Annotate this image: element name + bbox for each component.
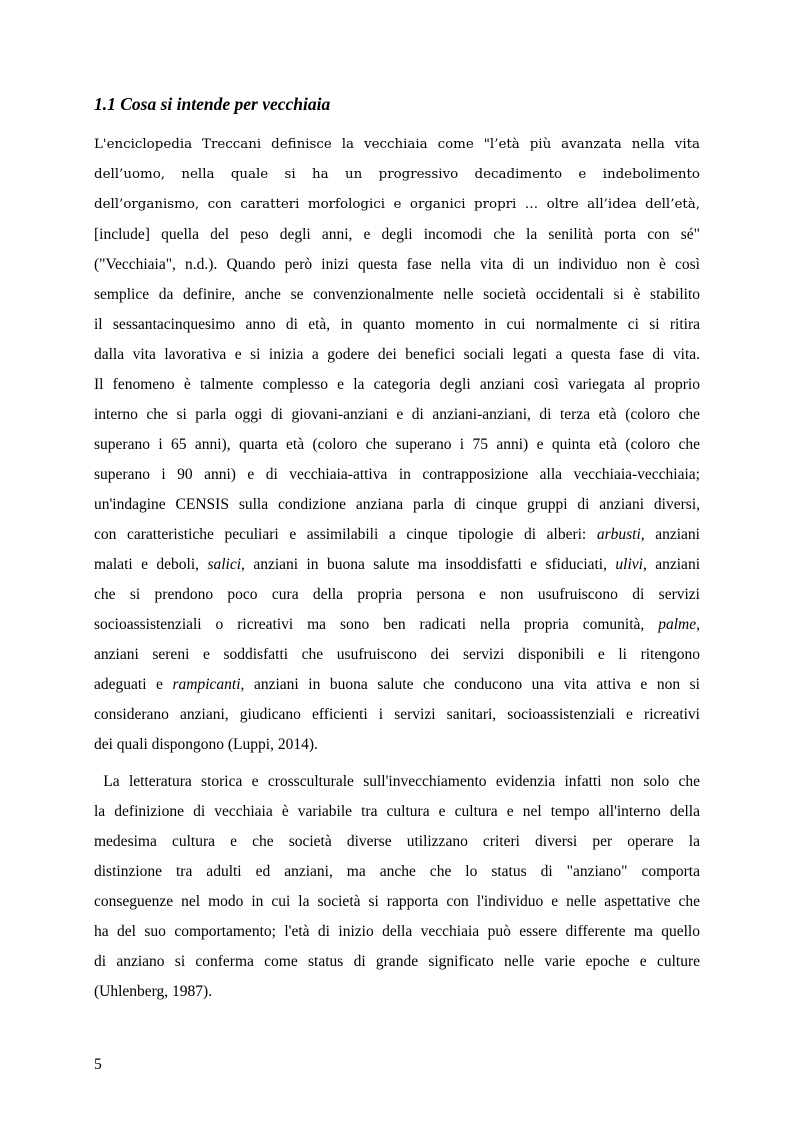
- text-span: socioassistenziali o ricreativi ma sono ben radicati nella propria comunità,: [94, 616, 659, 633]
- text-line: dell’uomo, nella quale si ha un progressivo decadimento e indebolimento: [94, 167, 700, 182]
- text-line: interno che si parla oggi di giovani-anziani e di anziani-anziani, di terza età (coloro che: [94, 406, 700, 423]
- term-rampicanti: rampicanti: [172, 676, 241, 693]
- text-span: , anziani: [642, 556, 700, 573]
- text-span: , anziani in buona salute ma insoddisfatti e sfiduciati,: [241, 556, 616, 573]
- text-line: Il fenomeno è talmente complesso e la categoria degli anziani così variegata al proprio: [94, 376, 700, 393]
- text-line: di anziano si conferma come status di grande significato nelle varie epoche e culture: [94, 953, 700, 970]
- text-line: che si prendono poco cura della propria persona e non usufruiscono di servizi: [94, 586, 700, 603]
- term-ulivi: ulivi: [615, 556, 643, 573]
- text-line: [include] quella del peso degli anni, e degli incomodi che la senilità porta con sé": [94, 226, 700, 243]
- text-line: dell’organismo, con caratteri morfologici e organici propri … oltre all’idea dell’età,: [94, 197, 700, 212]
- term-arbusti: arbusti: [596, 526, 641, 543]
- text-line: superano i 65 anni), quarta età (coloro che superano i 75 anni) e quinta età (coloro che: [94, 436, 700, 453]
- text-line: [94, 614, 700, 636]
- text-span: malati e deboli,: [94, 556, 208, 573]
- text-line: [94, 524, 700, 546]
- text-span: adeguati e: [94, 676, 173, 693]
- text-line: anziani sereni e soddisfatti che usufruiscono dei servizi disponibili e li ritengono: [94, 646, 700, 663]
- text-line: [94, 674, 700, 696]
- text-line: considerano anziani, giudicano efficienti i servizi sanitari, socioassistenziali e ricreativi: [94, 706, 700, 723]
- text-line: L'enciclopedia Treccani definisce la vecchiaia come "l’età più avanzata nella vita: [94, 137, 700, 152]
- text-line: medesima cultura e che società diverse utilizzano criteri diversi per operare la: [94, 833, 700, 850]
- text-line: La letteratura storica e crossculturale sull'invecchiamento evidenzia infatti non solo che: [94, 773, 700, 790]
- text-line: distinzione tra adulti ed anziani, ma anche che lo status di "anziano" comporta: [94, 863, 700, 880]
- term-palme: palme: [658, 616, 697, 633]
- text-line: dalla vita lavorativa e si inizia a godere dei benefici sociali legati a questa fase di vita.: [94, 346, 700, 363]
- section-heading: 1.1 Cosa si intende per vecchiaia: [94, 94, 331, 114]
- text-span: , anziani in buona salute che conducono una vita attiva e non si: [240, 676, 700, 693]
- text-line: dei quali dispongono (Luppi, 2014).: [94, 736, 318, 753]
- text-line: ha del suo comportamento; l'età di inizio della vecchiaia può essere differente ma quello: [94, 923, 700, 940]
- term-salici: salici: [207, 556, 242, 573]
- text-line: conseguenze nel modo in cui la società si rapporta con l'individuo e nelle aspettative che: [94, 893, 700, 910]
- page-number: 5: [94, 1056, 102, 1073]
- text-line: il sessantacinquesimo anno di età, in quanto momento in cui normalmente ci si ritira: [94, 316, 700, 333]
- text-line: superano i 90 anni) e di vecchiaia-attiva in contrapposizione alla vecchiaia-vecchiaia;: [94, 466, 700, 483]
- text-span: , anziani: [640, 526, 700, 543]
- text-line: la definizione di vecchiaia è variabile tra cultura e cultura e nel tempo all'interno della: [94, 803, 700, 820]
- text-line: semplice da definire, anche se convenzionalmente nelle società occidentali si è stabilito: [94, 286, 700, 303]
- text-line: (Uhlenberg, 1987).: [94, 983, 213, 1000]
- text-line: ("Vecchiaia", n.d.). Quando però inizi questa fase nella vita di un individuo non è così: [94, 256, 700, 273]
- text-span: con caratteristiche peculiari e assimilabili a cinque tipologie di alberi:: [94, 526, 597, 543]
- text-line: un'indagine CENSIS sulla condizione anziana parla di cinque gruppi di anziani diversi,: [94, 496, 700, 513]
- text-line: [94, 554, 700, 576]
- text-span: ,: [696, 616, 700, 633]
